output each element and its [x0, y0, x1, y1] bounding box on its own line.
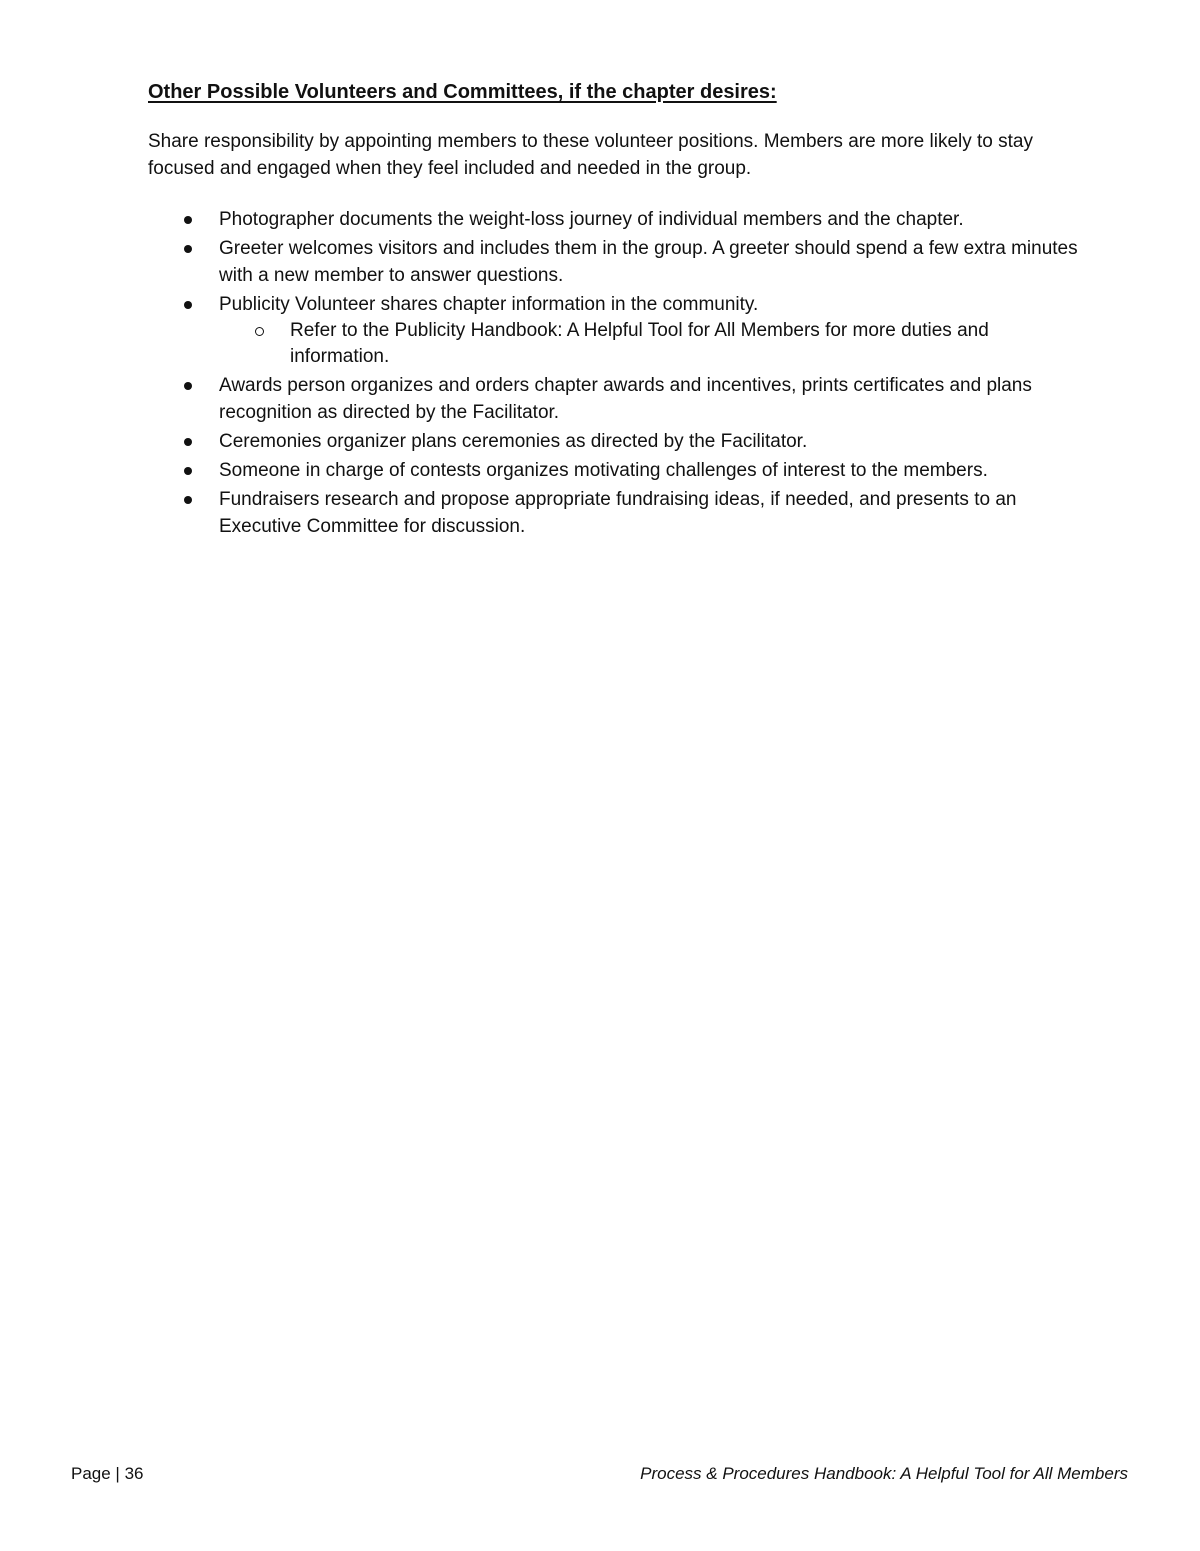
list-item-text: Fundraisers research and propose appropriate fundraising ideas, if needed, and presents to an Executive Committee for discussion.	[219, 489, 1017, 537]
list-item-text: Awards person organizes and orders chapter awards and incentives, prints certificates and plans recognition as directed by the Facilitator.	[219, 375, 1032, 423]
bullet-icon	[184, 496, 192, 504]
list-item	[148, 206, 1078, 233]
sub-list-item	[219, 318, 1078, 370]
bullet-icon	[184, 301, 192, 309]
bullet-icon	[184, 467, 192, 475]
list-item	[148, 457, 1078, 484]
bullet-icon	[184, 438, 192, 446]
list-item	[148, 235, 1078, 289]
bullet-icon	[184, 382, 192, 390]
sub-list-item-text: Refer to the Publicity Handbook: A Helpful Tool for All Members for more duties and information.	[290, 320, 989, 367]
bullet-icon	[184, 216, 192, 224]
list-item	[148, 291, 1078, 370]
list-item	[148, 372, 1078, 426]
volunteer-list	[148, 206, 1078, 540]
bullet-icon	[184, 245, 192, 253]
footer-document-title: Process & Procedures Handbook: A Helpful Tool for All Members	[640, 1464, 1128, 1483]
sub-list	[219, 318, 1078, 370]
hollow-bullet-icon	[255, 327, 264, 336]
page-number: Page | 36	[71, 1464, 144, 1483]
list-item-text: Ceremonies organizer plans ceremonies as directed by the Facilitator.	[219, 431, 808, 452]
list-item	[148, 428, 1078, 455]
list-item-text: Greeter welcomes visitors and includes them in the group. A greeter should spend a few extra minutes with a new member to answer questions.	[219, 238, 1078, 286]
list-item-text: Someone in charge of contests organizes motivating challenges of interest to the members.	[219, 460, 988, 481]
list-item	[148, 486, 1078, 540]
intro-paragraph: Share responsibility by appointing members to these volunteer positions. Members are more likely to stay focused and engaged when they feel included and needed in the group.	[148, 131, 1033, 179]
list-item-text: Publicity Volunteer shares chapter information in the community.	[219, 294, 759, 315]
list-item-text: Photographer documents the weight-loss journey of individual members and the chapter.	[219, 209, 964, 230]
section-heading: Other Possible Volunteers and Committees, if the chapter desires:	[148, 81, 777, 103]
page-content	[148, 78, 1078, 542]
